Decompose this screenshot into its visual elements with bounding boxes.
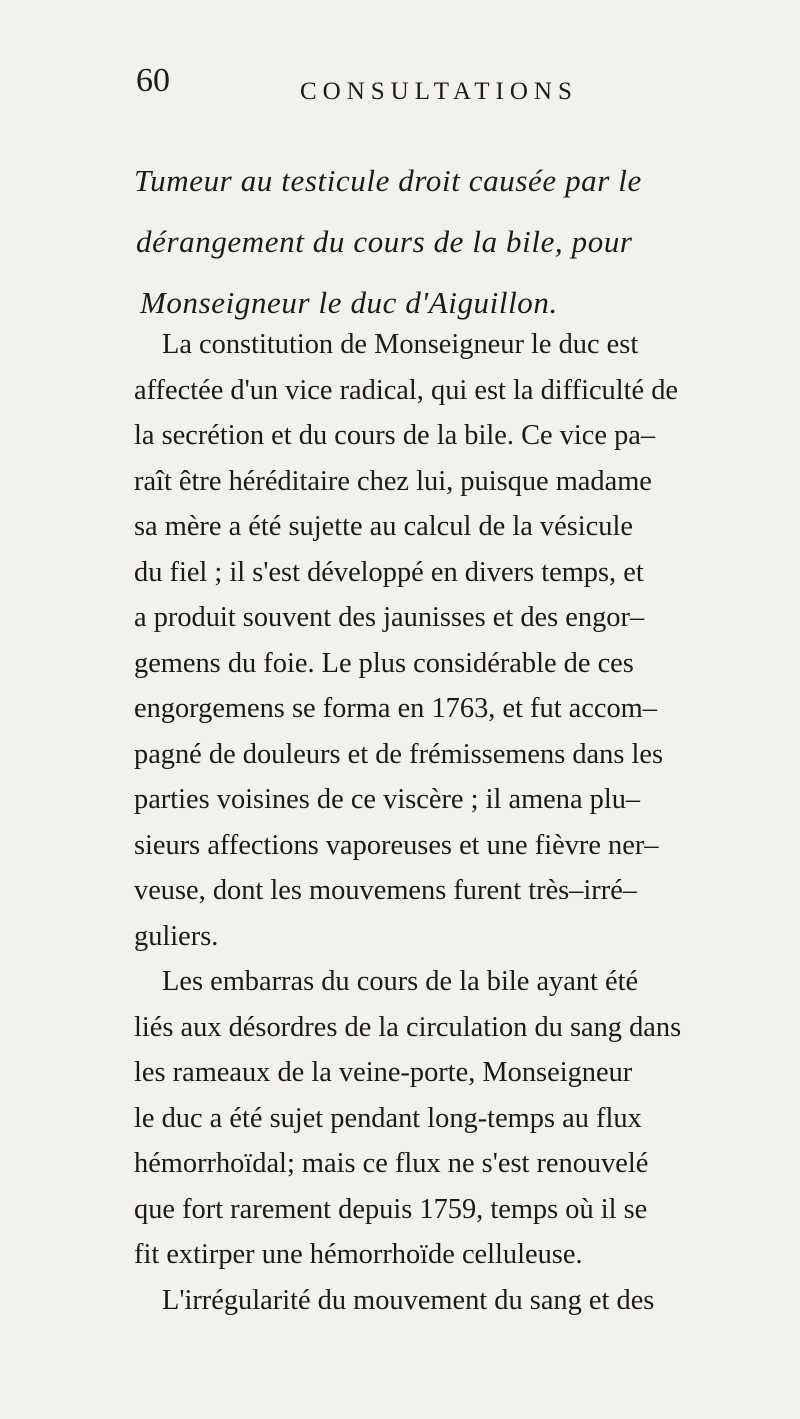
title-line: Monseigneur le duc d'Aiguillon. bbox=[140, 285, 558, 320]
running-head: CONSULTATIONS bbox=[300, 78, 578, 105]
text-line: du fiel ; il s'est développé en divers temps, et bbox=[134, 556, 644, 588]
text-line: guliers. bbox=[134, 920, 219, 952]
text-line: raît être héréditaire chez lui, puisque madame bbox=[134, 465, 652, 497]
text-line: que fort rarement depuis 1759, temps où il se bbox=[134, 1193, 648, 1225]
title-line: Tumeur au testicule droit causée par le bbox=[134, 163, 642, 198]
text-line: fit extirper une hémorrhoïde celluleuse. bbox=[134, 1239, 583, 1270]
text-line: La constitution de Monseigneur le duc est bbox=[162, 329, 639, 360]
text-line: pagné de douleurs et de frémissemens dans les bbox=[134, 738, 664, 770]
body-text bbox=[134, 322, 774, 1323]
page-number: 60 bbox=[136, 62, 170, 99]
text-line: les rameaux de la veine-porte, Monseigneur bbox=[134, 1057, 633, 1088]
text-line: sa mère a été sujette au calcul de la vésicule bbox=[134, 511, 633, 542]
text-line: gemens du foie. Le plus considérable de ces bbox=[134, 647, 634, 679]
text-line: engorgemens se forma en 1763, et fut accom– bbox=[134, 693, 657, 724]
text-line: L'irrégularité du mouvement du sang et des bbox=[162, 1284, 655, 1316]
text-line: le duc a été sujet pendant long-temps au flux bbox=[134, 1102, 642, 1134]
text-line: Les embarras du cours de la bile ayant été bbox=[162, 966, 639, 997]
text-line: parties voisines de ce viscère ; il amena plu– bbox=[134, 784, 641, 815]
text-line: hémorrhoïdal; mais ce flux ne s'est renouvelé bbox=[134, 1148, 649, 1179]
text-line: la secrétion et du cours de la bile. Ce vice pa– bbox=[134, 420, 656, 451]
section-title bbox=[134, 150, 754, 333]
text-line: veuse, dont les mouvemens furent très–irré– bbox=[134, 875, 638, 906]
title-line: dérangement du cours de la bile, pour bbox=[136, 224, 633, 259]
text-line: a produit souvent des jaunisses et des engor– bbox=[134, 602, 645, 633]
text-line: affectée d'un vice radical, qui est la difficulté de bbox=[134, 374, 679, 406]
text-line: sieurs affections vaporeuses et une fièvre ner– bbox=[134, 829, 659, 861]
text-line: liés aux désordres de la circulation du sang dans bbox=[134, 1011, 682, 1043]
